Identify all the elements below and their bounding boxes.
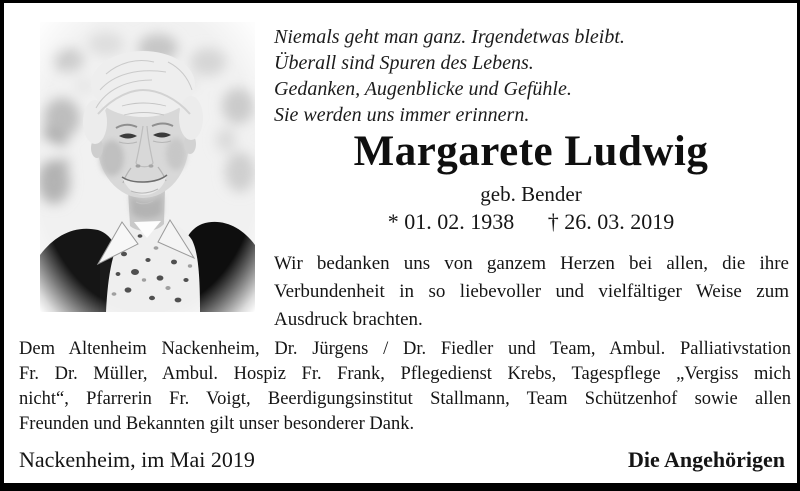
thanks-line: Verbundenheit in so liebevoller und vielfältiger Weise zum (274, 281, 789, 302)
life-dates (270, 209, 792, 235)
poem-line: Gedanken, Augenblicke und Gefühle. (274, 78, 572, 100)
acknowledgement-line: Fr. Dr. Müller, Ambul. Hospiz Fr. Frank, Pflegedienst Krebs, Tagespflege „Vergiss mich (19, 364, 791, 384)
deceased-name: Margarete Ludwig (353, 128, 709, 175)
poem-line: Niemals geht man ganz. Irgendetwas bleibt. (274, 26, 625, 48)
memorial-poem (274, 24, 794, 128)
portrait-photo-image (40, 22, 255, 312)
poem-line: Überall sind Spuren des Lebens. (274, 52, 534, 74)
maiden-name: geb. Bender (480, 182, 582, 206)
place-date: Nackenheim, im Mai 2019 (19, 447, 255, 472)
acknowledgement-line: Dem Altenheim Nackenheim, Dr. Jürgens / Dr. Fiedler und Team, Ambul. Palliativstation (19, 339, 791, 359)
birth-date: * 01. 02. 1938 (387, 209, 515, 234)
thanks-line: Ausdruck brachten. (274, 309, 423, 330)
acknowledgement-line: nicht“, Pfarrerin Fr. Voigt, Beerdigungsinstitut Stallmann, Team Schützenhof sowie allen (19, 389, 791, 409)
thanks-paragraph (274, 250, 789, 334)
signature: Die Angehörigen (627, 447, 785, 472)
acknowledgement-paragraph (19, 337, 791, 437)
death-date: † 26. 03. 2019 (547, 209, 675, 234)
portrait-photo (40, 22, 255, 312)
footer-row (19, 447, 785, 473)
thanks-line: Wir bedanken uns von ganzem Herzen bei allen, die ihre (274, 253, 789, 274)
acknowledgement-line: Freunden und Bekannten gilt unser besonderer Dank. (19, 414, 415, 434)
poem-line: Sie werden uns immer erinnern. (274, 104, 530, 126)
